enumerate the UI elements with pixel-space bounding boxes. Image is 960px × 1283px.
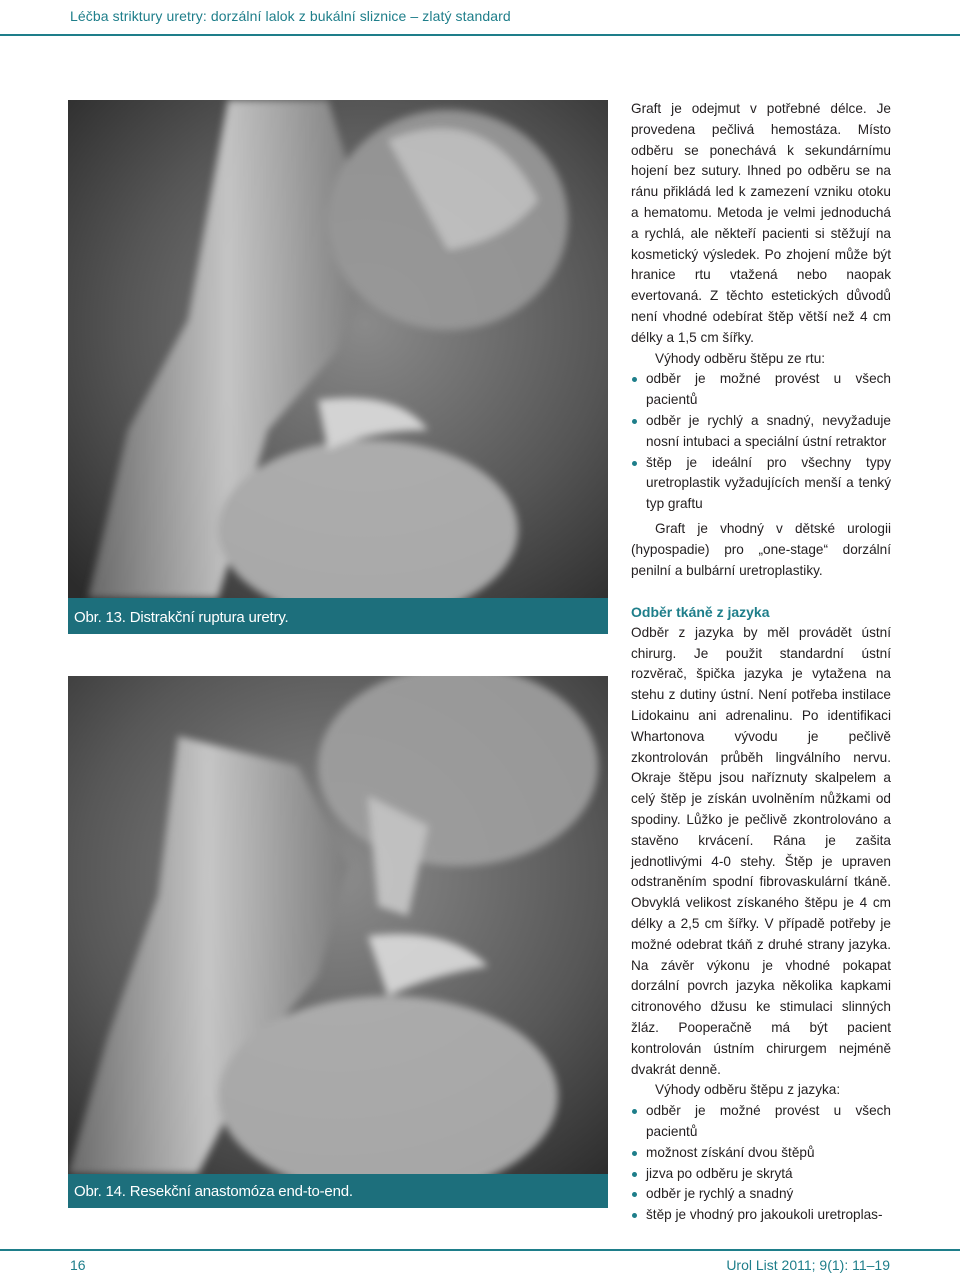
list-item: odběr je rychlý a snadný, nevyžaduje nosní intubaci a speciální ústní retraktor: [631, 411, 891, 453]
article-column-middle: [631, 519, 891, 581]
running-header-title: Léčba striktury uretry: dorzální lalok z bukální sliznice – zlatý standard: [70, 8, 511, 24]
list-item: štěp je ideální pro všechny typy uretroplastik vyžadujících menší a tenký typ graftu: [631, 453, 891, 515]
paragraph-pediatric-use: Graft je vhodný v dětské urologii (hypospadie) pro „one-stage“ dorzální penilní a bulbární uretroplastiky.: [631, 521, 891, 578]
page-number: 16: [70, 1257, 86, 1273]
list-item: možnost získání dvou štěpů: [631, 1143, 891, 1164]
tongue-advantages-list: [631, 1101, 891, 1226]
list-item: štěp je vhodný pro jakoukoli uretroplas-: [631, 1205, 891, 1226]
xray-image-distraction-rupture: [68, 100, 608, 598]
paragraph-tongue-harvest: Odběr z jazyka by měl provádět ústní chirurg. Je použit standardní ústní rozvěrač, špička jazyka je vytažena na stehu z dutiny ústní. Není potřeba instilace Lidokainu ani adrenalinu. Po identifikaci Whartonova vývodu je pečlivě zkontrolován průběh lingválního nervu. Okraje štěpu jsou naříznuty skalpelem a celý štěp je získán uvolněním nůžkami od spodiny. Lůžko je pečlivě zkontrolováno a stavěno krvácení. Rána je zašita jednotlivými 4-0 stehy. Štěp je upraven odstraněním spodní fibrovaskulární tkáně. Obvyklá velikost získaného štěpu je 4 cm délky a 2,5 cm šířky. V případě potřeby je možné odebrat tkáň z druhé strany jazyka. Na závěr výkonu je vhodné pokapat dorzální povrch jazyka několika kapkami citronového džusu ke stimulaci slinných žláz. Pooperačně má být pacient kontrolován ústním chirurgem nejméně dvakrát denně.: [631, 624, 891, 1077]
footer-divider: [0, 1249, 960, 1251]
figure-14: [68, 676, 608, 1208]
article-column-lower: [631, 602, 891, 1226]
lip-advantages-list: [631, 369, 891, 515]
figure-14-caption: Obr. 14. Resekční anastomóza end-to-end.: [74, 1183, 353, 1200]
figure-13: [68, 100, 608, 634]
header-divider: [0, 34, 960, 36]
article-column-upper: [631, 99, 891, 515]
list-item: jizva po odběru je skrytá: [631, 1164, 891, 1185]
list-item: odběr je rychlý a snadný: [631, 1184, 891, 1205]
xray-image-resection-anastomosis: [68, 676, 608, 1174]
journal-citation: Urol List 2011; 9(1): 11–19: [726, 1257, 890, 1273]
list-item: odběr je možné provést u všech pacientů: [631, 369, 891, 411]
paragraph-graft-harvest: Graft je odejmut v potřebné délce. Je provedena pečlivá hemostáza. Místo odběru se ponechává k sekundárnímu hojení bez sutury. Ihned po odběru se na ránu přikládá led k zamezení vzniku otoku a hematomu. Metoda je velmi jednoduchá a rychlá, ale někteří pacienti si stěžují na kosmetický výsledek. Po zhojení může být hranice rtu vtažená nebo naopak evertovaná. Z těchto estetických důvodů není vhodné odebírat štěp větší než 4 cm délky a 1,5 cm šířky.: [631, 101, 891, 345]
list-item: odběr je možné provést u všech pacientů: [631, 1101, 891, 1143]
lip-advantages-intro: Výhody odběru štěpu ze rtu:: [655, 350, 826, 366]
figure-13-caption: Obr. 13. Distrakční ruptura uretry.: [74, 609, 289, 626]
section-heading-tongue: Odběr tkáně z jazyka: [631, 604, 770, 620]
tongue-advantages-intro: Výhody odběru štěpu z jazyka:: [655, 1082, 841, 1098]
